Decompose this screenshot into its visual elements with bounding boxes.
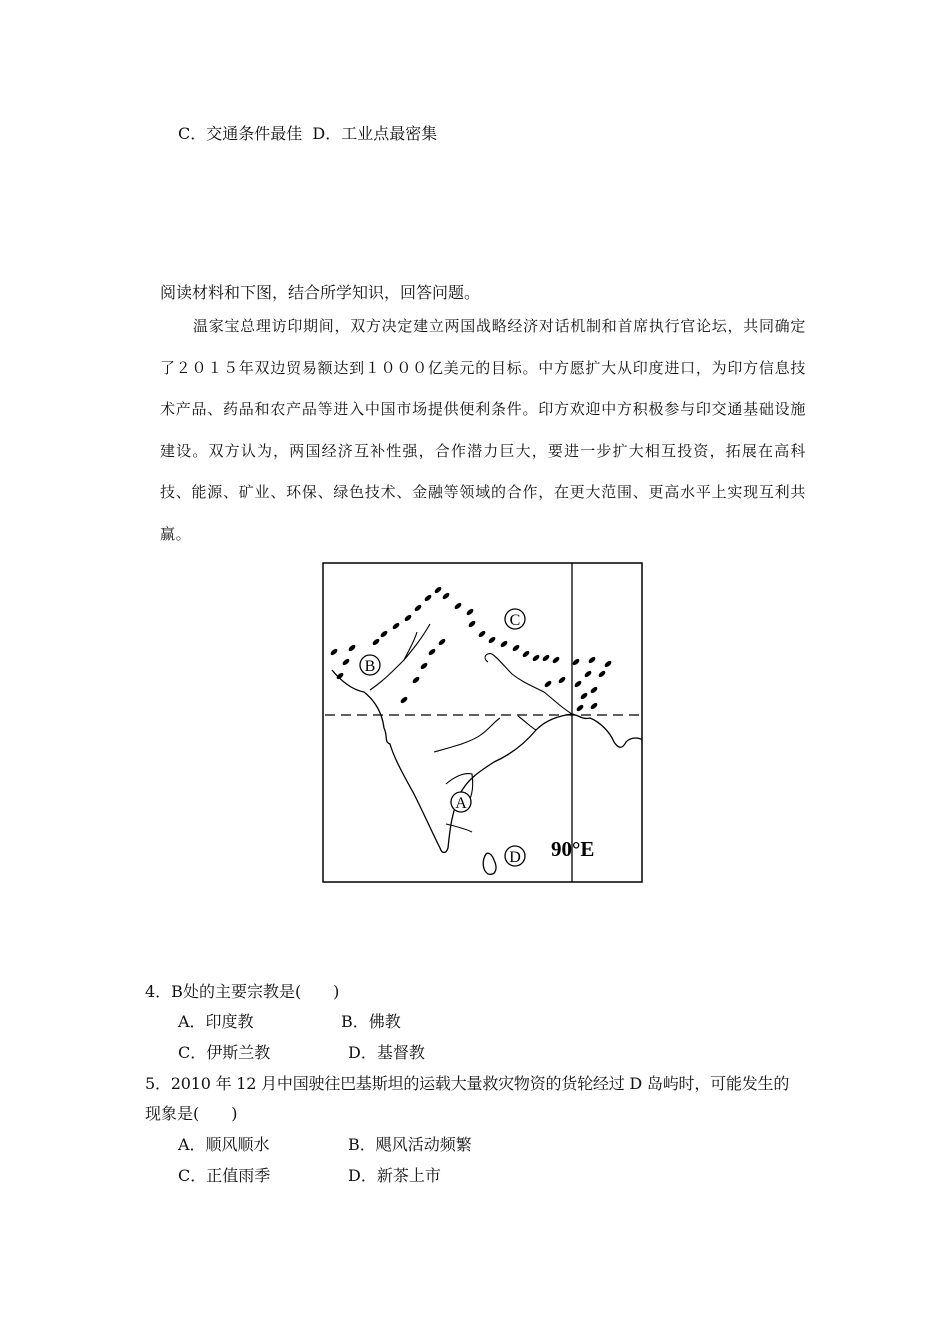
instruction-text: 阅读材料和下图，结合所学知识，回答问题。	[160, 283, 481, 302]
svg-text:D: D	[509, 849, 521, 866]
q5-stem-line2: 现象是( )	[145, 1104, 238, 1123]
q5-option-a[interactable]: A．顺风顺水	[178, 1135, 270, 1154]
svg-text:C: C	[509, 612, 521, 629]
q4-option-a[interactable]: A．印度教	[178, 1012, 254, 1031]
q5-option-b[interactable]: B．飓风活动频繁	[348, 1135, 472, 1154]
label-c	[505, 609, 525, 629]
q5-option-d[interactable]: D．新茶上市	[348, 1166, 441, 1185]
prev-option-d: D．工业点最密集	[312, 124, 438, 143]
q4-option-d[interactable]: D．基督教	[348, 1043, 425, 1062]
q4-option-b[interactable]: B．佛教	[341, 1012, 401, 1031]
prev-option-c: C．交通条件最佳	[178, 124, 303, 143]
material-paragraph: 温家宝总理访印期间，双方决定建立两国战略经济对话机制和首席执行官论坛，共同确定了２０１５年双边贸易额达到１０００亿美元的目标。中方愿扩大从印度进口，为印方信息技术产品、药品和农产品等进入中国市场提供便利条件。印方欢迎中方积极参与印交通基础设施建设。双方认为，两国经济互补性强，合作潜力巨大，要进一步扩大相互投资，拓展在高科技、能源、矿业、环保、绿色技术、金融等领域的合作，在更大范围、更高水平上实现互利共赢。	[160, 317, 806, 543]
q5-stem-line1: 5．2010 年 12 月中国驶往巴基斯坦的运载大量救灾物资的货轮经过 D 岛屿时，可能发生的	[145, 1074, 790, 1093]
label-a	[451, 792, 471, 812]
q4-option-c[interactable]: C．伊斯兰教	[178, 1043, 271, 1062]
svg-text:A: A	[455, 795, 467, 812]
label-d	[505, 846, 525, 866]
map-frame	[323, 563, 642, 882]
south-asia-map	[322, 562, 643, 883]
prev-options-row	[178, 124, 437, 144]
meridian-label: 90°E	[551, 837, 595, 861]
q4-stem: 4．B处的主要宗教是( )	[145, 982, 340, 1001]
label-b	[360, 655, 380, 675]
svg-text:B: B	[364, 658, 376, 675]
q5-option-c[interactable]: C．正值雨季	[178, 1166, 271, 1185]
